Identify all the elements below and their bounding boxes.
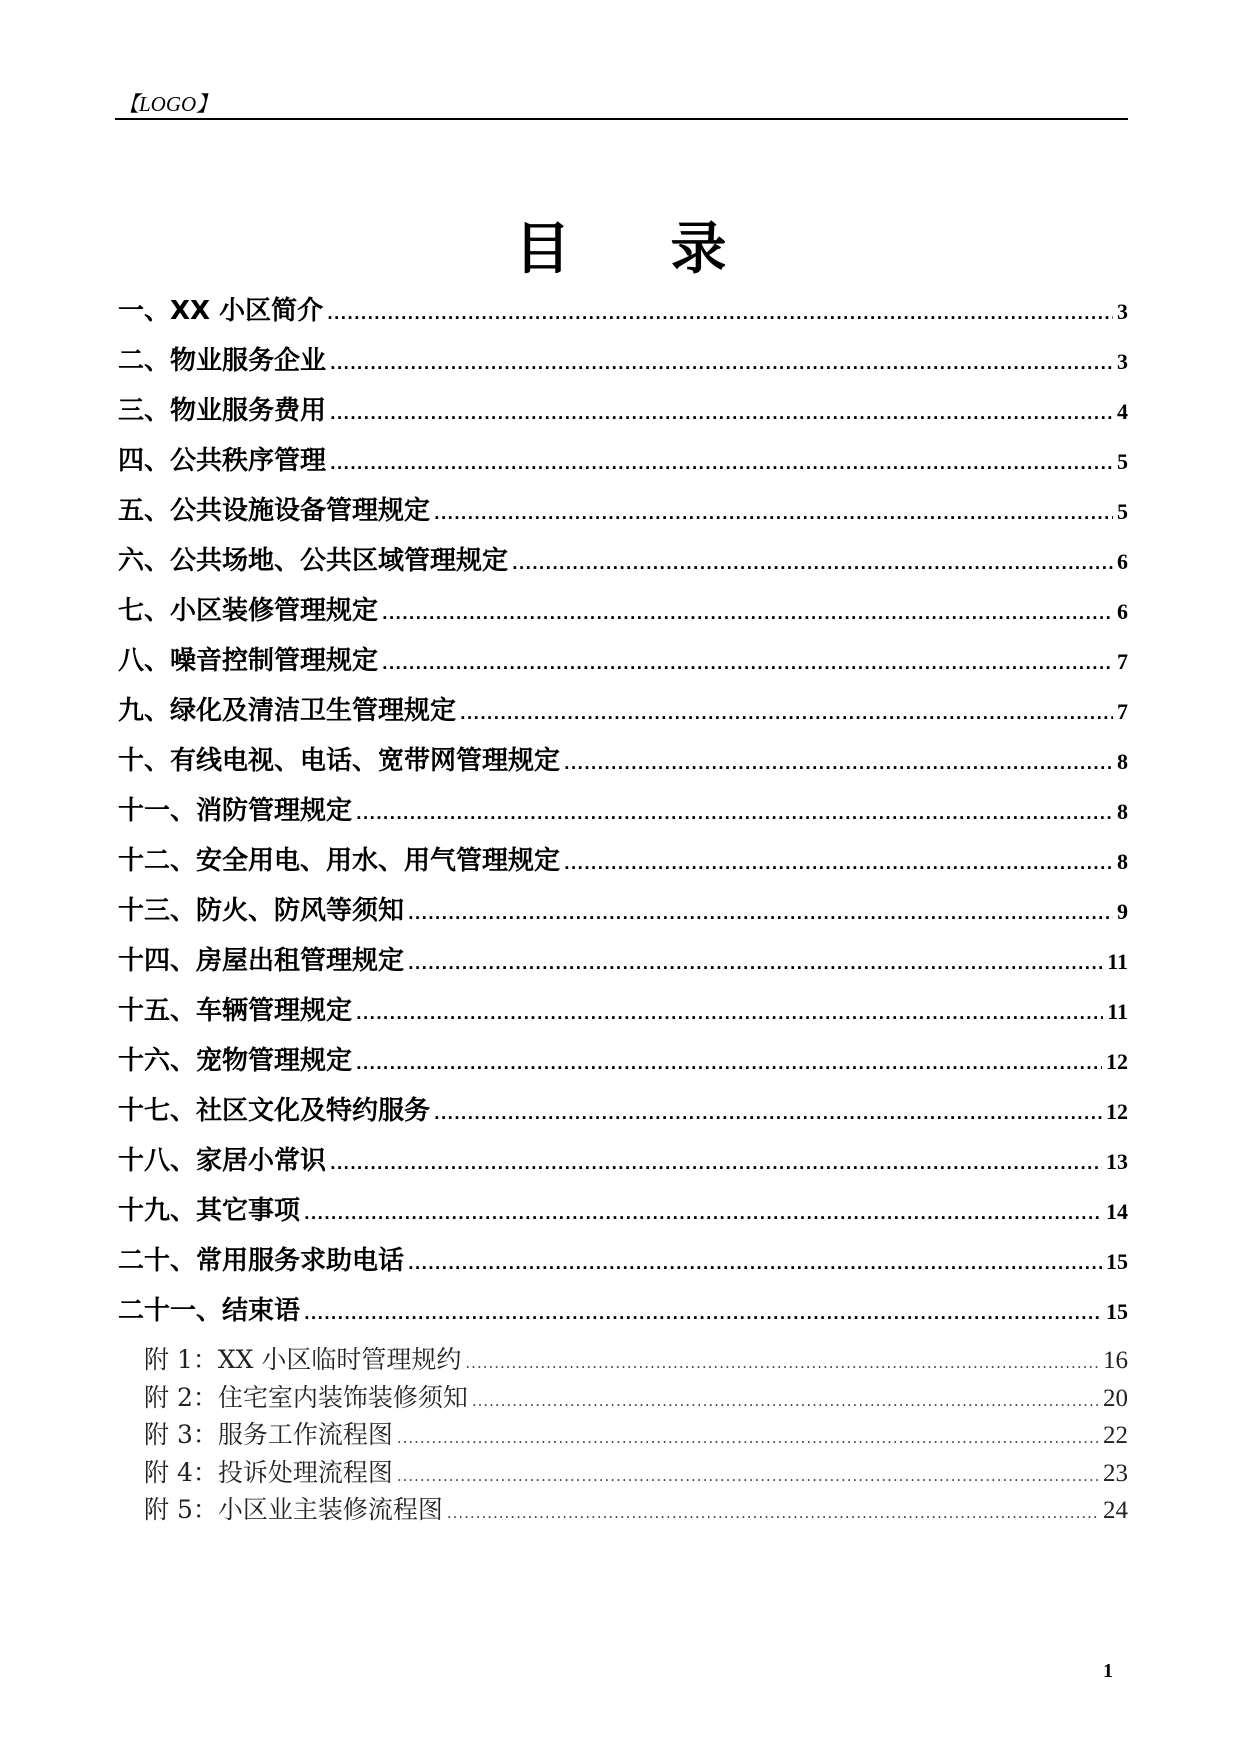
toc-appendix-entry[interactable]: [118, 1415, 1128, 1453]
toc-entry-label: 附 2：住宅室内装饰装修须知: [144, 1382, 468, 1412]
dot-leader: [434, 505, 1113, 523]
toc-entry[interactable]: [118, 1190, 1128, 1240]
toc-entry-label: 附 3：服务工作流程图: [144, 1420, 393, 1449]
dot-leader: [330, 455, 1113, 473]
toc-entry-label: 一、XX 小区简介: [118, 296, 324, 326]
toc-entry-page: 13: [1106, 1149, 1128, 1174]
toc-entry[interactable]: [118, 540, 1128, 590]
dot-leader: [356, 1005, 1103, 1023]
title-char-2: 录: [670, 217, 727, 282]
toc-entry-page: 11: [1107, 949, 1128, 974]
page-title: [0, 205, 1241, 285]
toc-entry-page: 23: [1103, 1459, 1128, 1487]
dot-leader: [408, 905, 1113, 923]
toc-entry-page: 24: [1103, 1497, 1128, 1524]
dot-leader: [356, 1055, 1102, 1073]
toc-entry-page: 15: [1106, 1299, 1128, 1324]
dot-leader: [397, 1467, 1099, 1485]
toc-entry-label: 三、物业服务费用: [118, 396, 327, 426]
dot-leader: [564, 855, 1113, 873]
dot-leader: [304, 1205, 1102, 1223]
toc-entry-page: 8: [1117, 799, 1128, 824]
toc-entry[interactable]: [118, 1090, 1128, 1140]
toc-entry-page: 12: [1106, 1099, 1128, 1124]
toc-entry[interactable]: [118, 340, 1128, 390]
dot-leader: [472, 1392, 1099, 1410]
toc-entry-page: 12: [1106, 1049, 1128, 1074]
dot-leader: [382, 605, 1113, 623]
toc-entry-page: 8: [1117, 749, 1128, 774]
toc-entry-label: 十、有线电视、电话、宽带网管理规定: [118, 746, 561, 776]
toc-entry-label: 十七、社区文化及特约服务: [118, 1096, 431, 1126]
toc-entry-label: 二、物业服务企业: [118, 346, 327, 376]
toc-entry[interactable]: [118, 440, 1128, 490]
toc-entry-page: 7: [1117, 649, 1128, 674]
dot-leader: [397, 1429, 1099, 1447]
dot-leader: [330, 355, 1113, 373]
toc-entry-page: 3: [1117, 299, 1128, 324]
toc-entry-page: 5: [1117, 499, 1128, 524]
toc-entry-label: 七、小区装修管理规定: [118, 596, 379, 626]
toc-entry[interactable]: [118, 290, 1128, 340]
toc-entry-label: 八、噪音控制管理规定: [118, 646, 379, 676]
toc-entry-page: 15: [1106, 1249, 1128, 1274]
toc-entry-page: 20: [1103, 1384, 1128, 1412]
header-logo: 【LOGO】: [118, 92, 218, 116]
toc-entry[interactable]: [118, 690, 1128, 740]
toc-entry[interactable]: [118, 840, 1128, 890]
toc-entry[interactable]: [118, 1240, 1128, 1290]
toc-entry-page: 22: [1103, 1422, 1128, 1449]
toc-entry[interactable]: [118, 1040, 1128, 1090]
toc-entry-page: 11: [1107, 999, 1128, 1024]
toc-entry-page: 3: [1117, 349, 1128, 374]
dot-leader: [465, 1354, 1099, 1372]
toc-entry-label: 五、公共设施设备管理规定: [118, 496, 431, 526]
dot-leader: [330, 405, 1113, 423]
toc-entry[interactable]: [118, 940, 1128, 990]
table-of-contents: [118, 290, 1128, 1528]
toc-entry[interactable]: [118, 1140, 1128, 1190]
toc-entry-label: 十三、防火、防风等须知: [118, 896, 405, 926]
toc-entry-page: 6: [1117, 549, 1128, 574]
toc-entry-label: 十二、安全用电、用水、用气管理规定: [118, 846, 561, 876]
toc-entry-label: 十五、车辆管理规定: [118, 996, 353, 1026]
toc-appendix-entry[interactable]: [118, 1453, 1128, 1491]
toc-entry-label: 四、公共秩序管理: [118, 446, 327, 476]
toc-entry[interactable]: [118, 640, 1128, 690]
toc-entry-page: 4: [1117, 399, 1128, 424]
dot-leader: [304, 1305, 1102, 1323]
toc-entry-page: 7: [1117, 699, 1128, 724]
page-number: 1: [1103, 1660, 1113, 1682]
toc-entry[interactable]: [118, 1290, 1128, 1340]
dot-leader: [512, 555, 1113, 573]
toc-entry[interactable]: [118, 790, 1128, 840]
toc-entry[interactable]: [118, 590, 1128, 640]
toc-entry-label: 九、绿化及清洁卫生管理规定: [118, 696, 457, 726]
dot-leader: [447, 1504, 1099, 1522]
toc-entry-label: 二十一、结束语: [118, 1296, 301, 1326]
toc-entry-page: 16: [1103, 1347, 1128, 1374]
toc-entry-label: 二十、常用服务求助电话: [118, 1246, 405, 1276]
toc-entry[interactable]: [118, 740, 1128, 790]
toc-entry-page: 6: [1117, 599, 1128, 624]
dot-leader: [408, 1255, 1102, 1273]
dot-leader: [327, 305, 1113, 323]
toc-entry-page: 8: [1117, 849, 1128, 874]
toc-entry[interactable]: [118, 390, 1128, 440]
toc-entry-label: 附 4：投诉处理流程图: [144, 1457, 393, 1487]
toc-entry-label: 十四、房屋出租管理规定: [118, 946, 405, 976]
toc-entry-label: 十八、家居小常识: [118, 1146, 327, 1176]
dot-leader: [460, 705, 1113, 723]
dot-leader: [564, 755, 1113, 773]
dot-leader: [434, 1105, 1102, 1123]
toc-appendix-entry[interactable]: [118, 1340, 1128, 1378]
dot-leader: [408, 955, 1103, 973]
toc-appendix-entry[interactable]: [118, 1490, 1128, 1528]
dot-leader: [356, 805, 1113, 823]
toc-entry[interactable]: [118, 990, 1128, 1040]
dot-leader: [382, 655, 1113, 673]
toc-entry-page: 14: [1106, 1199, 1128, 1224]
dot-leader: [330, 1155, 1102, 1173]
toc-entry-label: 十六、宠物管理规定: [118, 1046, 353, 1076]
toc-entry[interactable]: [118, 890, 1128, 940]
toc-entry-label: 十九、其它事项: [118, 1196, 301, 1226]
toc-entry-label: 附 1：XX 小区临时管理规约: [144, 1345, 462, 1374]
toc-entry-label: 六、公共场地、公共区域管理规定: [118, 546, 509, 576]
title-char-1: 目: [514, 217, 571, 282]
toc-appendix-entry[interactable]: [118, 1378, 1128, 1416]
toc-entry-label: 附 5：小区业主装修流程图: [144, 1495, 443, 1524]
toc-entry-label: 十一、消防管理规定: [118, 796, 353, 826]
header-divider: [115, 118, 1128, 120]
toc-entry[interactable]: [118, 490, 1128, 540]
toc-entry-page: 5: [1117, 449, 1128, 474]
toc-entry-page: 9: [1117, 899, 1128, 924]
